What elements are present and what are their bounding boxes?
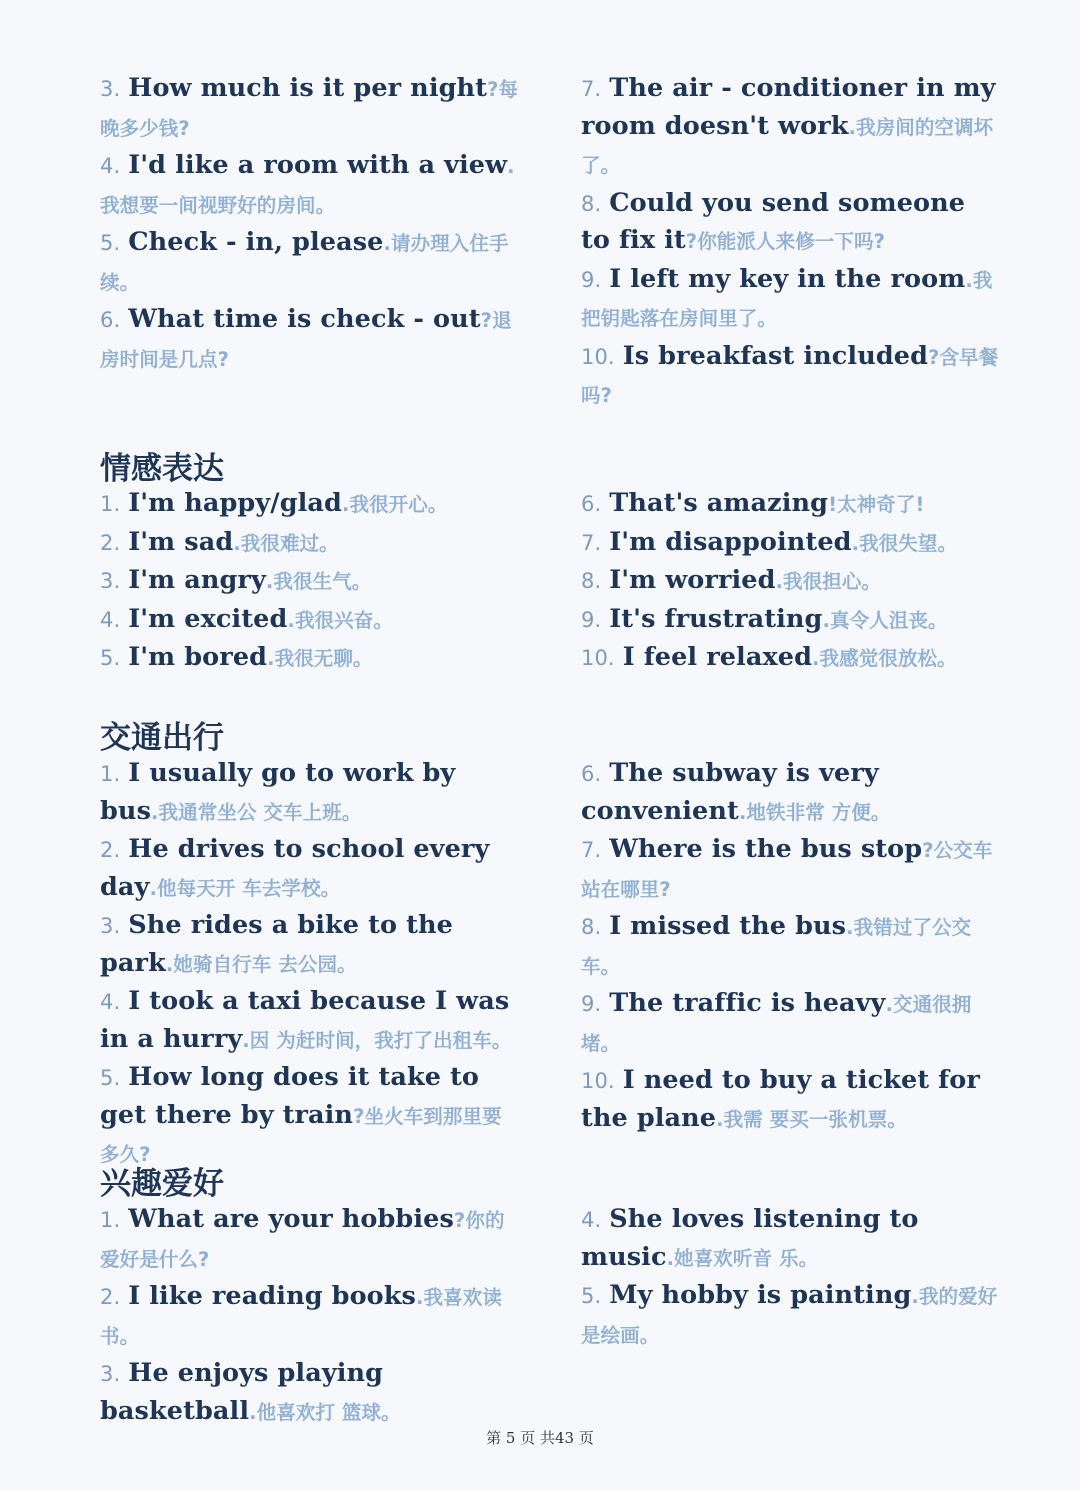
item-number: 3.	[100, 77, 121, 101]
item-chinese: 我很无聊。	[274, 647, 373, 670]
item-chinese: 我很难过。	[240, 531, 339, 555]
item-english: What time is check - out	[128, 304, 481, 334]
item-number: 9.	[581, 267, 602, 292]
item-english: Check - in, please	[128, 227, 384, 257]
item-punctuation: .	[383, 232, 391, 255]
item-punctuation: .	[666, 1246, 675, 1270]
item-punctuation: .	[911, 1285, 919, 1308]
item-number: 7.	[581, 530, 602, 555]
item-number: 9.	[581, 992, 602, 1016]
list-item	[100, 301, 520, 378]
item-chinese: 交通很拥堵。	[581, 993, 972, 1055]
item-punctuation: ?	[685, 230, 698, 253]
list-item	[581, 985, 1001, 1062]
item-english: I missed the bus	[609, 911, 847, 941]
item-chinese: 我很开心。	[349, 493, 448, 516]
item-chinese: 他每天开 车去学校。	[157, 876, 341, 900]
item-punctuation: .	[233, 531, 241, 555]
item-chinese: 地铁非常 方便。	[746, 800, 891, 824]
list-item	[100, 562, 520, 601]
item-number: 10.	[581, 646, 615, 670]
item-number: 8.	[581, 569, 602, 593]
item-chinese: 我很失望。	[859, 531, 958, 555]
item-number: 5.	[100, 646, 121, 670]
list-item	[100, 755, 520, 831]
list-item	[100, 831, 520, 907]
item-punctuation: ?	[487, 78, 499, 101]
list-item	[100, 70, 520, 147]
item-number: 3.	[100, 1362, 121, 1386]
hotel-left-column	[100, 70, 520, 378]
page-footer: 第 5 页 共43 页	[486, 1429, 594, 1447]
item-punctuation: .	[165, 952, 174, 976]
list-item	[100, 147, 520, 224]
item-number: 5.	[100, 231, 121, 255]
item-english: How much is it per night	[128, 73, 488, 103]
item-number: 10.	[581, 344, 615, 369]
item-number: 1.	[100, 492, 121, 516]
item-punctuation: .	[249, 1400, 257, 1424]
list-item	[100, 601, 520, 640]
list-item	[581, 639, 1001, 678]
item-punctuation: ?	[353, 1104, 365, 1128]
list-item	[581, 524, 1001, 563]
item-punctuation: .	[149, 876, 157, 900]
item-chinese: 她骑自行车 去公园。	[173, 952, 357, 976]
item-punctuation: ?	[928, 345, 940, 369]
item-number: 8.	[581, 191, 602, 216]
item-number: 3.	[100, 914, 121, 938]
item-number: 2.	[100, 1285, 121, 1309]
item-chinese: 我需 要买一张机票。	[723, 1107, 907, 1131]
list-item	[100, 1355, 520, 1431]
item-number: 4.	[100, 607, 121, 632]
item-punctuation: .	[822, 608, 830, 632]
item-english: I'm happy/glad	[128, 488, 342, 518]
item-english: I'm angry	[128, 565, 266, 595]
transport-left-column	[100, 755, 520, 1174]
item-punctuation: .	[151, 800, 159, 824]
item-number: 3.	[100, 569, 121, 593]
item-number: 7.	[581, 77, 602, 101]
item-punctuation: .	[851, 531, 860, 555]
item-english: I'm sad	[128, 526, 234, 557]
item-chinese: 我很担心。	[783, 570, 882, 593]
item-chinese: 你的爱好是什么?	[100, 1209, 505, 1271]
item-punctuation: .	[507, 155, 515, 178]
item-chinese: 我错过了公交车。	[581, 916, 972, 978]
item-chinese: 真令人沮丧。	[830, 608, 948, 632]
item-english: She loves listening to music	[581, 1204, 919, 1272]
list-item	[581, 261, 1001, 338]
item-english: I need to buy a ticket for the plane	[581, 1065, 980, 1133]
item-english: I'm worried	[609, 565, 776, 595]
item-number: 6.	[581, 762, 602, 786]
section-title-hobbies: 兴趣爱好	[100, 1166, 224, 1202]
item-number: 2.	[100, 838, 121, 862]
item-punctuation: .	[716, 1107, 724, 1131]
item-english: What are your hobbies	[128, 1204, 454, 1234]
item-number: 5.	[100, 1066, 121, 1090]
item-chinese: 她喜欢听音 乐。	[674, 1246, 819, 1270]
item-number: 2.	[100, 530, 121, 555]
item-english: Where is the bus stop	[609, 834, 923, 864]
item-number: 4.	[581, 1208, 602, 1232]
list-item	[100, 983, 520, 1059]
item-chinese: 我很生气。	[273, 570, 372, 593]
item-english: He enjoys playing basketball	[100, 1358, 384, 1426]
item-punctuation: .	[965, 268, 973, 292]
item-chinese: 太神奇了!	[837, 493, 925, 516]
item-number: 10.	[581, 1069, 615, 1093]
item-number: 8.	[581, 915, 602, 939]
item-english: He drives to school every day	[100, 834, 490, 902]
item-english: My hobby is painting	[609, 1280, 912, 1310]
item-english: That's amazing	[609, 488, 829, 518]
item-english: I like reading books	[128, 1281, 417, 1311]
list-item	[100, 224, 520, 301]
item-english: Is breakfast included	[622, 340, 929, 371]
item-chinese: 含早餐吗?	[581, 345, 999, 407]
item-english: I left my key in the room	[609, 263, 966, 294]
item-english: I'd like a room with a view	[128, 150, 508, 180]
item-punctuation: .	[416, 1286, 424, 1309]
item-punctuation: ?	[922, 839, 934, 862]
item-number: 9.	[581, 607, 602, 632]
list-item	[581, 70, 1001, 185]
section-title-transport: 交通出行	[100, 720, 224, 756]
hobbies-left-column	[100, 1201, 520, 1431]
list-item	[581, 755, 1001, 831]
list-item	[100, 1059, 520, 1174]
hotel-right-column	[581, 70, 1001, 415]
item-number: 5.	[581, 1284, 602, 1308]
item-english: I took a taxi because I was in a hurry	[100, 986, 510, 1054]
list-item	[100, 1278, 520, 1355]
list-item	[581, 185, 1001, 261]
item-english: The traffic is heavy	[609, 988, 886, 1018]
item-punctuation: .	[341, 493, 350, 516]
item-punctuation: .	[812, 647, 820, 670]
item-chinese: 你能派人来修一下吗?	[697, 230, 886, 253]
item-english: The air - conditioner in my room doesn't work	[581, 73, 996, 141]
list-item	[581, 1201, 1001, 1277]
item-chinese: 我想要一间视野好的房间。	[100, 193, 336, 217]
list-item	[581, 485, 1001, 524]
item-chinese: 公交车站在哪里?	[581, 839, 993, 901]
item-english: She rides a bike to the park	[100, 910, 453, 978]
item-chinese: 我把钥匙落在房间里了。	[581, 268, 993, 330]
item-number: 6.	[100, 308, 121, 332]
item-number: 7.	[581, 838, 602, 862]
item-chinese: 每晚多少钱?	[100, 78, 519, 140]
list-item	[100, 485, 520, 524]
item-punctuation: .	[265, 570, 274, 593]
item-number: 4.	[100, 990, 121, 1014]
list-item	[100, 524, 520, 563]
emotions-left-column	[100, 485, 520, 678]
item-english: It's frustrating	[609, 603, 823, 634]
list-item	[100, 907, 520, 983]
item-english: The subway is very convenient	[581, 758, 879, 826]
item-punctuation: !	[828, 493, 838, 516]
item-english: I'm excited	[128, 603, 288, 634]
item-punctuation: .	[267, 647, 275, 670]
item-english: I'm disappointed	[609, 526, 852, 557]
item-punctuation: ?	[453, 1209, 466, 1232]
section-title-emotions: 情感表达	[100, 451, 224, 487]
item-punctuation: .	[885, 993, 893, 1016]
list-item	[581, 562, 1001, 601]
item-number: 1.	[100, 762, 121, 786]
transport-right-column	[581, 755, 1001, 1138]
item-punctuation: .	[775, 570, 784, 593]
item-chinese: 我感觉很放松。	[819, 647, 957, 670]
item-chinese: 他喜欢打 篮球。	[256, 1400, 401, 1424]
item-chinese: 我喜欢读书。	[100, 1286, 502, 1348]
item-chinese: 坐火车到那里要多久?	[100, 1104, 502, 1166]
item-chinese: 我房间的空调坏了。	[581, 115, 994, 177]
item-punctuation: .	[846, 916, 854, 939]
item-number: 4.	[100, 154, 121, 178]
list-item	[581, 1062, 1001, 1138]
list-item	[581, 1277, 1001, 1354]
item-chinese: 因 为赶时间，我打了出租车。	[249, 1028, 512, 1052]
list-item	[581, 601, 1001, 640]
item-punctuation: .	[242, 1028, 250, 1052]
item-chinese: 我通常坐公 交车上班。	[158, 800, 362, 824]
item-chinese: 我的爱好是绘画。	[581, 1285, 998, 1347]
list-item	[581, 908, 1001, 985]
item-chinese: 请办理入住手续。	[100, 232, 509, 294]
item-punctuation: .	[848, 115, 857, 139]
item-english: Could you send someone to fix it	[581, 187, 966, 255]
item-chinese: 我很兴奋。	[294, 608, 393, 632]
item-english: I usually go to work by bus	[100, 758, 456, 826]
list-item	[100, 639, 520, 678]
item-chinese: 退房时间是几点?	[100, 309, 512, 371]
item-number: 6.	[581, 492, 602, 516]
item-english: I'm bored	[128, 642, 268, 672]
hobbies-right-column	[581, 1201, 1001, 1354]
list-item	[581, 831, 1001, 908]
list-item	[581, 338, 1001, 415]
item-english: I feel relaxed	[622, 642, 813, 672]
item-english: How long does it take to get there by train	[100, 1062, 480, 1130]
item-punctuation: ?	[480, 309, 493, 332]
item-punctuation: .	[287, 608, 295, 632]
list-item	[100, 1201, 520, 1278]
item-punctuation: .	[738, 800, 747, 824]
item-number: 1.	[100, 1208, 121, 1232]
emotions-right-column	[581, 485, 1001, 678]
